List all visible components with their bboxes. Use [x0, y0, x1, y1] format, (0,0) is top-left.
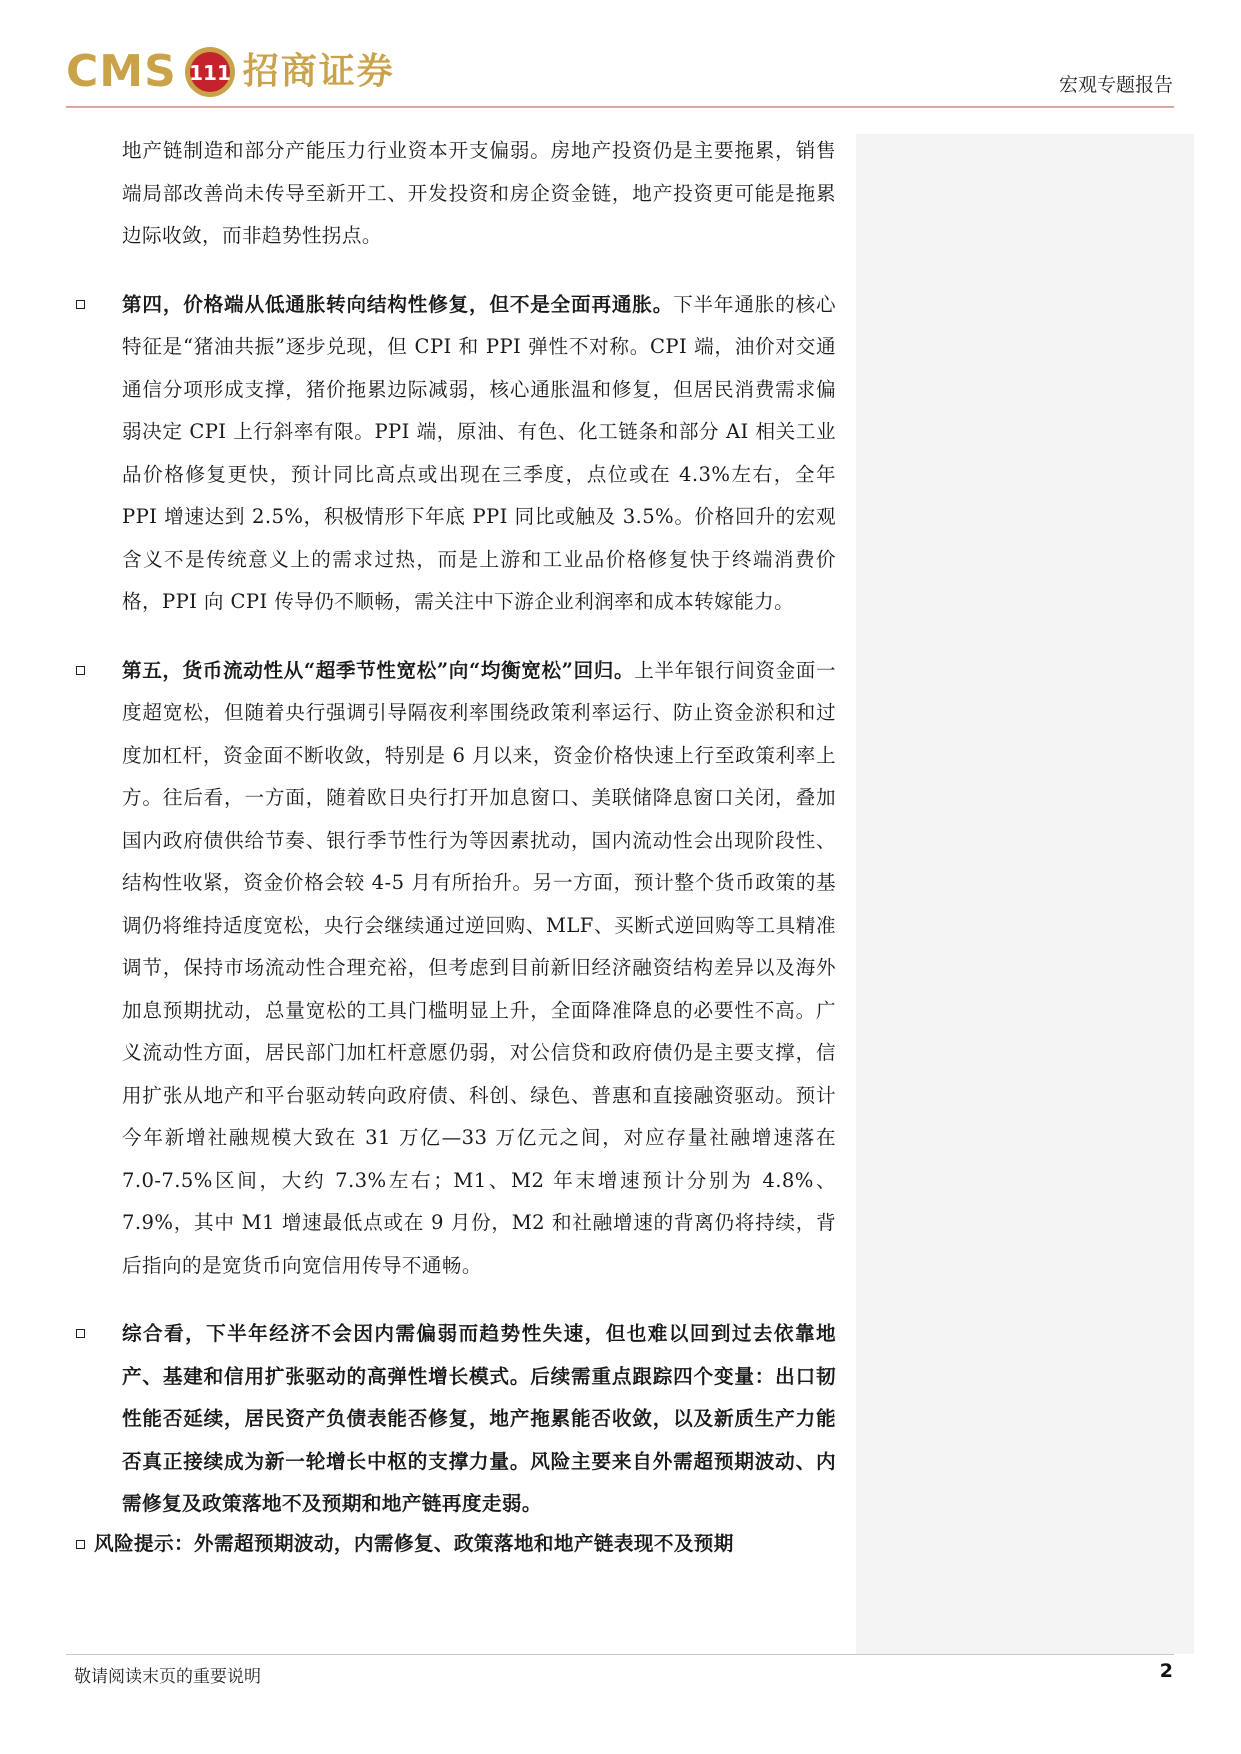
risk-warning: [74, 1526, 836, 1562]
sidebar-panel: [856, 134, 1194, 1654]
footer-disclaimer: 敬请阅读末页的重要说明: [74, 1667, 261, 1687]
paragraph-conclusion: [74, 1313, 836, 1526]
cms-logo: [66, 44, 395, 100]
paragraph-conclusion-text: 综合看，下半年经济不会因内需偏弱而趋势性失速，但也难以回到过去依靠地产、基建和信用扩张驱动的高弹性增长模式。后续需重点跟踪四个变量：出口韧性能否延续，居民资产负债表能否修复，地产拖累能否收敛，以及新质生产力能否真正接续成为新一轮增长中枢的支撑力量。风险主要来自外需超预期波动、内需修复及政策落地不及预期和地产链再度走弱。: [122, 1322, 836, 1515]
paragraph-liquidity-lead: 第五，货币流动性从“超季节性宽松”向“均衡宽松”回归。: [122, 658, 635, 682]
paragraph-liquidity-text: 上半年银行间资金面一度超宽松，但随着央行强调引导隔夜利率围绕政策利率运行、防止资金淤积和过度加杠杆，资金面不断收敛，特别是 6 月以来，资金价格快速上行至政策利率上方。往后看，一方面，随着欧日央行打开加息窗口、美联储降息窗口关闭，叠加国内政府债供给节奏、银行季节性行为等因素扰动，国内流动性会出现阶段性、结构性收紧，资金价格会较 4-5 月有所抬升。另一方面，预计整个货币政策的基调仍将维持适度宽松，央行会继续通过逆回购、MLF、买断式逆回购等工具精准调节，保持市场流动性合理充裕，但考虑到目前新旧经济融资结构差异以及海外加息预期扰动，总量宽松的工具门槛明显上升，全面降准降息的必要性不高。广义流动性方面，居民部门加杠杆意愿仍弱，对公信贷和政府债仍是主要支撑，信用扩张从地产和平台驱动转向政府债、科创、绿色、普惠和直接融资驱动。预计今年新增社融规模大致在 31 万亿—33 万亿元之间，对应存量社融增速落在 7.0-7.5%区间，大约 7.3%左右；M1、M2 年末增速预计分别为 4.8%、7.9%，其中 M1 增速最低点或在 9 月份，M2 和社融增速的背离仍将持续，背后指向的是宽货币向宽信用传导不通畅。: [122, 658, 837, 1277]
logo-emblem-text: 111: [188, 61, 231, 85]
square-bullet-icon: [76, 1540, 85, 1549]
report-type: 宏观专题报告: [1058, 74, 1173, 96]
paragraph-price: [74, 284, 836, 624]
square-bullet-icon: [76, 1329, 85, 1338]
header-divider: [66, 106, 1174, 108]
logo-emblem-icon: [183, 45, 237, 99]
paragraph-price-lead: 第四，价格端从低通胀转向结构性修复，但不是全面再通胀。: [122, 292, 674, 316]
page-number: 2: [1159, 1660, 1173, 1682]
spacer: [74, 624, 836, 650]
square-bullet-icon: [76, 300, 85, 309]
page-header: [0, 0, 1241, 112]
square-bullet-icon: [76, 666, 85, 675]
logo-cms-text: CMS: [66, 46, 177, 97]
paragraph-continuation-text: 地产链制造和部分产能压力行业资本开支偏弱。房地产投资仍是主要拖累，销售端局部改善尚未传导至新开工、开发投资和房企资金链，地产投资更可能是拖累边际收敛，而非趋势性拐点。: [122, 139, 836, 247]
spacer: [74, 1287, 836, 1313]
paragraph-liquidity: [74, 650, 836, 1288]
logo-cn-text: 招商证券: [242, 51, 395, 92]
paragraph-continuation: [74, 130, 836, 258]
risk-warning-text: 风险提示：外需超预期波动，内需修复、政策落地和地产链表现不及预期: [94, 1531, 734, 1555]
main-content: [74, 130, 836, 1581]
footer-divider: [66, 1654, 1174, 1655]
paragraph-price-text: 下半年通胀的核心特征是“猪油共振”逐步兑现，但 CPI 和 PPI 弹性不对称。CPI 端，油价对交通通信分项形成支撑，猪价拖累边际减弱，核心通胀温和修复，但居民消费需求偏弱决定 CPI 上行斜率有限。PPI 端，原油、有色、化工链条和部分 AI 相关工业品价格修复更快，预计同比高点或出现在三季度，点位或在 4.3%左右，全年 PPI 增速达到 2.5%，积极情形下年底 PPI 同比或触及 3.5%。价格回升的宏观含义不是传统意义上的需求过热，而是上游和工业品价格修复快于终端消费价格，PPI 向 CPI 传导仍不顺畅，需关注中下游企业利润率和成本转嫁能力。: [122, 292, 836, 613]
